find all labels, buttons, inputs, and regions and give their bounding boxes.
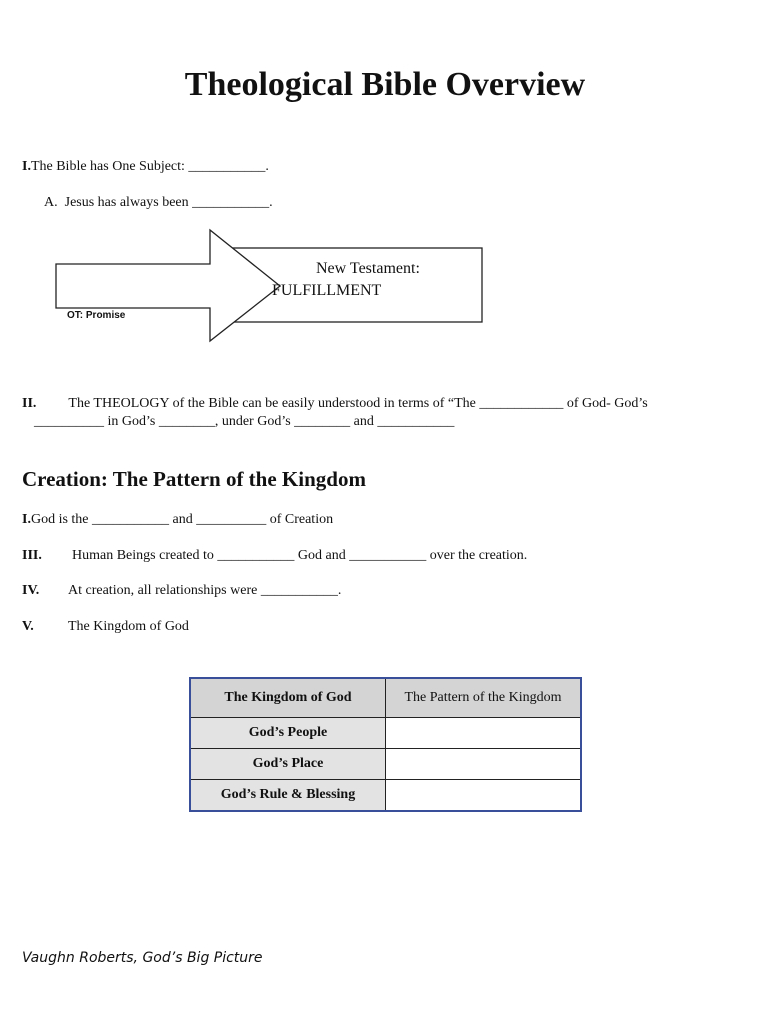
item-number: IV. <box>22 583 40 598</box>
item-text: The Kingdom of God <box>68 619 189 634</box>
new-testament-label: New Testament: <box>316 260 420 277</box>
item-text: God is the ___________ and __________ of Creation <box>30 512 334 527</box>
table-cell-blank <box>386 780 582 812</box>
table-row <box>190 718 581 749</box>
item-number: I. <box>22 512 31 527</box>
old-testament-arrow <box>56 230 280 341</box>
item-number: III. <box>22 548 42 563</box>
section-2-line1: The THEOLOGY of the Bible can be easily understood in terms of “The ____________ of God- God’s <box>68 396 648 411</box>
kingdom-table <box>189 677 582 812</box>
table-header-cell: The Kingdom of God <box>190 678 386 718</box>
footer-citation: Vaughn Roberts, God’s Big Picture <box>22 950 263 966</box>
section-1-subpoint <box>44 195 273 211</box>
creation-item <box>22 619 189 635</box>
old-testament-label: OT: Promise <box>67 310 126 321</box>
section-1-number: I. <box>22 159 31 174</box>
creation-item <box>22 512 333 528</box>
item-text: Human Beings created to ___________ God and ___________ over the creation. <box>72 548 528 563</box>
subpoint-text: Jesus has always been ___________. <box>64 195 273 210</box>
table-row <box>190 780 581 812</box>
creation-item <box>22 583 341 599</box>
section-2-number: II. <box>22 396 37 411</box>
table-cell-label: God’s People <box>190 718 386 749</box>
table-cell-label: God’s Rule & Blessing <box>190 780 386 812</box>
table-header-cell: The Pattern of the Kingdom <box>386 678 582 718</box>
table-cell-blank <box>386 718 582 749</box>
section-1 <box>22 159 269 175</box>
creation-item <box>22 548 527 564</box>
diagram-shapes <box>54 228 486 344</box>
promise-fulfillment-diagram <box>54 228 486 344</box>
fulfillment-label: FULFILLMENT <box>272 282 382 299</box>
table-header-row <box>190 678 581 718</box>
table-cell-label: God’s Place <box>190 749 386 780</box>
item-text: At creation, all relationships were ___________. <box>68 583 342 598</box>
section-2 <box>22 396 648 412</box>
item-number: V. <box>22 619 34 634</box>
section-1-text: The Bible has One Subject: ___________. <box>30 159 269 174</box>
creation-heading: Creation: The Pattern of the Kingdom <box>22 467 366 491</box>
page-title: Theological Bible Overview <box>184 66 586 103</box>
subpoint-letter: A. <box>44 195 58 210</box>
table-cell-blank <box>386 749 582 780</box>
section-2-line2: __________ in God’s ________, under God’s ________ and ___________ <box>34 414 455 429</box>
table-row <box>190 749 581 780</box>
